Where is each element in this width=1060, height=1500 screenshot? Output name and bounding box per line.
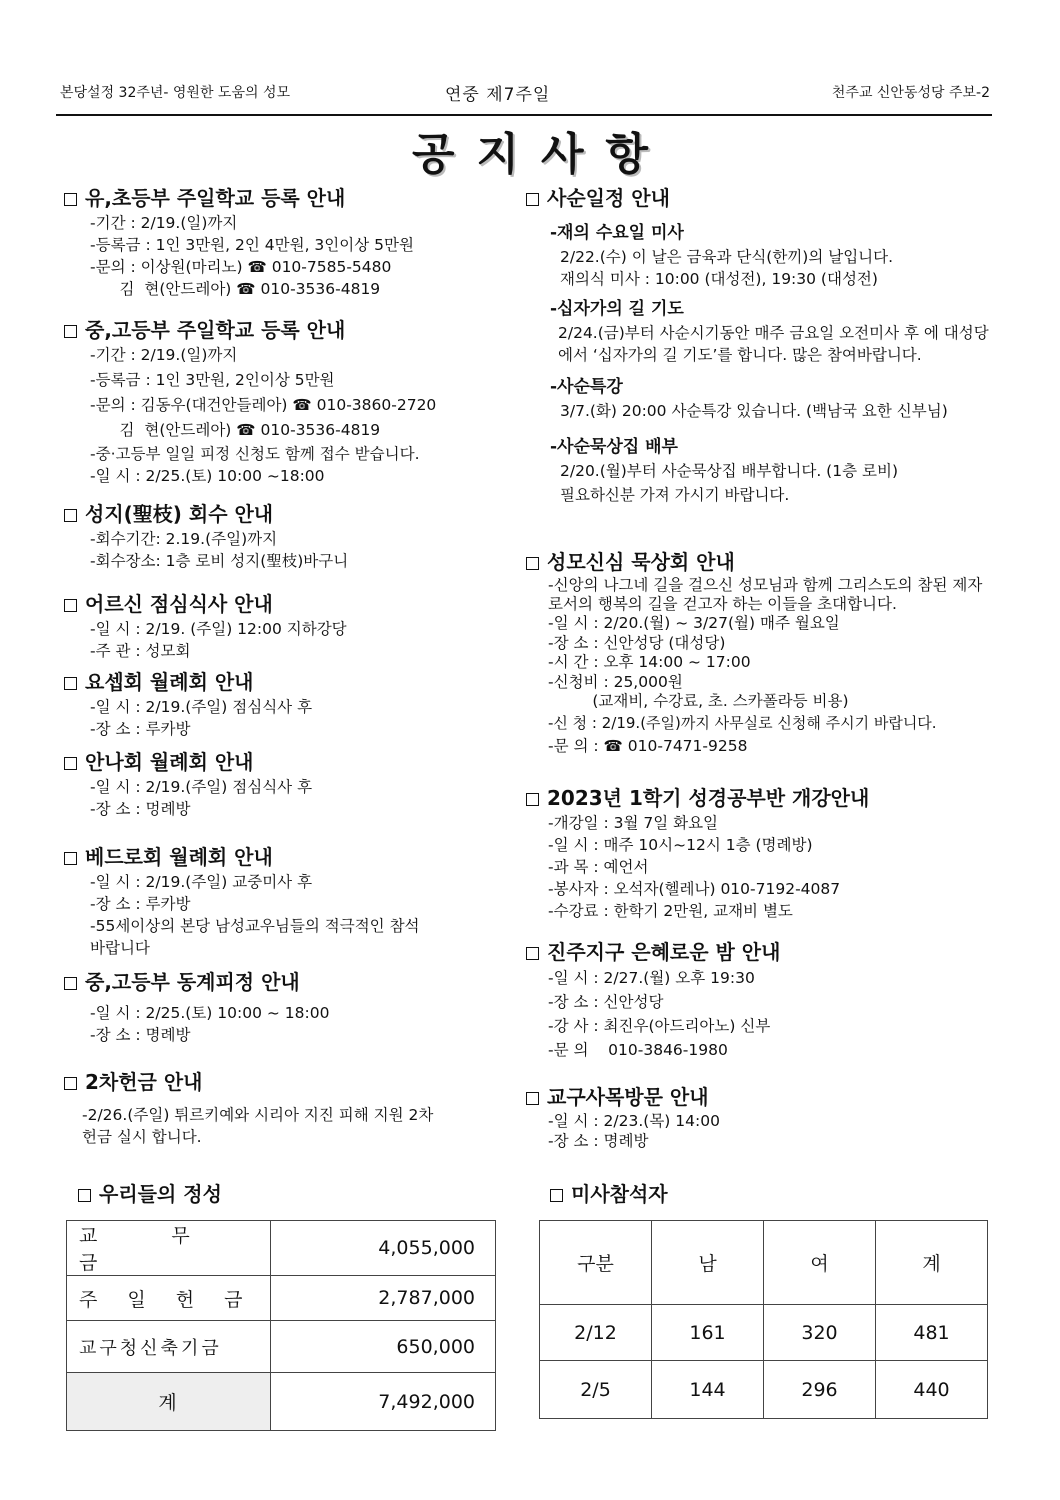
notice-line: -장 소 : 명례방 (548, 1132, 649, 1150)
sub-title: -사순특강 (550, 377, 623, 397)
notice-line: -수강료 : 한학기 2만원, 교재비 별도 (548, 902, 793, 920)
notice-line: -일 시 : 2/19.(주일) 점심식사 후 (90, 778, 313, 796)
checkbox-bullet-icon (64, 325, 77, 338)
notice-title: 유,초등부 주일학교 등록 안내 (85, 186, 346, 210)
sub-line: 2/24.(금)부터 사순시기동안 매주 금요일 오전미사 후 에 대성당에서 ‘십자가의 길 기도’를 합니다. 많은 참여바랍니다. (558, 324, 989, 364)
section-title: 우리들의 정성 (99, 1182, 222, 1206)
notice-line: -문 의 010-3846-1980 (548, 1041, 728, 1059)
notice-line: -일 시 : 2/20.(월) ~ 3/27(월) 매주 월요일 (548, 614, 840, 632)
sub-line: 3/7.(화) 20:00 사순특강 있습니다. (백남국 요한 신부님) (560, 402, 948, 420)
notice-anna-meeting (64, 748, 312, 820)
notice-title: 안나회 월례회 안내 (85, 750, 254, 774)
notice-line: -장 소 : 멍례방 (90, 800, 191, 818)
notice-line: -일 시 : 2/25.(토) 10:00 ~ 18:00 (90, 1004, 330, 1022)
row-amount: 4,055,000 (271, 1221, 496, 1276)
checkbox-bullet-icon (64, 1077, 77, 1090)
attendance-table (539, 1220, 988, 1419)
checkbox-bullet-icon (64, 509, 77, 522)
checkbox-bullet-icon (78, 1189, 91, 1202)
notice-title: 중,고등부 주일학교 등록 안내 (85, 318, 346, 342)
checkbox-bullet-icon (526, 557, 539, 570)
notice-line: -등록금 : 1인 3만원, 2인 4만원, 3인이상 5만원 (90, 236, 414, 254)
notice-line: -기간 : 2/19.(일)까지 (90, 214, 238, 232)
table-cell: 2/12 (540, 1305, 652, 1361)
table-header-row (540, 1221, 988, 1305)
checkbox-bullet-icon (550, 1189, 563, 1202)
row-amount: 650,000 (271, 1321, 496, 1373)
notice-title: 어르신 점심식사 안내 (85, 592, 273, 616)
header-right: 천주교 신안동성당 주보-2 (831, 85, 990, 101)
attendance-heading (550, 1180, 668, 1208)
notice-diocese-visit (526, 1083, 996, 1151)
notice-line: -신청비 : 25,000원 (548, 672, 683, 691)
notice-elementary-school (64, 184, 414, 300)
notice-title: 성모신심 묵상회 안내 (547, 550, 735, 574)
checkbox-bullet-icon (526, 793, 539, 806)
notice-line: 김 현(안드레아) ☎ 010-3536-4819 (90, 280, 381, 298)
table-row (67, 1321, 496, 1373)
header-center: 연중 제7주일 (445, 85, 551, 105)
notice-title: 교구사목방문 안내 (547, 1085, 709, 1109)
column-header: 구분 (540, 1221, 652, 1305)
sub-line: 2/22.(수) 이 날은 금육과 단식(한끼)의 날입니다. (560, 248, 894, 266)
notice-line: -일 시 : 2/19. (주일) 12:00 지하강당 (90, 620, 347, 638)
notice-line: 바랍니다 (90, 939, 150, 957)
notice-jinju-grace-night (526, 938, 996, 1062)
sub-line: 재의식 미사 : 10:00 (대성전), 19:30 (대성전) (560, 270, 878, 288)
notice-title: 요셉회 월례회 안내 (85, 670, 254, 694)
checkbox-bullet-icon (526, 193, 539, 206)
sub-line: 필요하신분 가져 가시기 바랍니다. (560, 486, 790, 504)
notice-winter-retreat (64, 968, 329, 1046)
notice-lent-schedule (526, 184, 996, 506)
notice-line: -개강일 : 3월 7일 화요일 (548, 814, 719, 832)
notice-line: 헌금 실시 합니다. (82, 1128, 202, 1146)
column-header: 남 (652, 1221, 764, 1305)
sub-title: -사순묵상집 배부 (550, 437, 678, 457)
notice-title: 베드로회 월례회 안내 (85, 845, 273, 869)
table-cell: 320 (764, 1305, 876, 1361)
table-row (540, 1305, 988, 1361)
checkbox-bullet-icon (64, 677, 77, 690)
row-label: 교 무 금 (67, 1221, 271, 1276)
notice-line: -일 시 : 2/25.(토) 10:00 ~18:00 (90, 467, 325, 485)
table-cell: 144 (652, 1361, 764, 1419)
notice-bible-study (526, 784, 996, 922)
notice-line: -장 소 : 루카방 (90, 895, 191, 913)
notice-line: -시 간 : 오후 14:00 ~ 17:00 (548, 653, 751, 671)
notice-line: -55세이상의 본당 남성교우님들의 적극적인 참석 (90, 917, 420, 935)
checkbox-bullet-icon (526, 1092, 539, 1105)
notice-line: -장 소 : 신안성당 (548, 993, 664, 1011)
table-row (540, 1361, 988, 1419)
offerings-heading (78, 1180, 222, 1208)
notice-title: 2차헌금 안내 (85, 1070, 203, 1094)
table-row (67, 1221, 496, 1276)
sub-title: -십자가의 길 기도 (550, 299, 684, 319)
row-amount: 7,492,000 (271, 1373, 496, 1431)
notice-line: -2/26.(주일) 튀르키예와 시리아 지진 피해 지원 2차 (82, 1106, 434, 1124)
sub-title: -재의 수요일 미사 (550, 223, 684, 243)
offerings-table (66, 1220, 496, 1431)
checkbox-bullet-icon (64, 852, 77, 865)
notice-line: -강 사 : 최진우(아드리아노) 신부 (548, 1017, 771, 1035)
notice-line: -문의 : 이상원(마리노) ☎ 010-7585-5480 (90, 258, 392, 276)
row-amount: 2,787,000 (271, 1276, 496, 1321)
notice-title: 사순일정 안내 (547, 186, 670, 210)
checkbox-bullet-icon (64, 599, 77, 612)
notice-line: -중‧고등부 일일 피정 신청도 함께 접수 받습니다. (90, 445, 420, 463)
header-divider (56, 114, 992, 116)
notice-line: (교재비, 수강료, 초. 스카폴라등 비용) (548, 692, 849, 710)
notice-line: -회수장소: 1층 로비 성지(聖枝)바구니 (90, 552, 349, 570)
notice-marian-devotion (526, 548, 996, 758)
header-left: 본당설정 32주년- 영원한 도움의 성모 (60, 85, 291, 101)
row-label: 계 (67, 1373, 271, 1431)
notice-title: 2023년 1학기 성경공부반 개강안내 (547, 786, 870, 810)
notice-second-collection (64, 1068, 433, 1148)
notice-title: 성지(聖枝) 회수 안내 (85, 502, 274, 526)
notice-line: -장 소 : 루카방 (90, 720, 191, 738)
checkbox-bullet-icon (526, 947, 539, 960)
column-header: 여 (764, 1221, 876, 1305)
table-cell: 161 (652, 1305, 764, 1361)
notice-line: -과 목 : 예언서 (548, 858, 649, 876)
bulletin-header (60, 80, 990, 108)
section-title: 미사참석자 (571, 1182, 668, 1206)
table-cell: 296 (764, 1361, 876, 1419)
table-cell: 2/5 (540, 1361, 652, 1419)
notice-line: -회수기간: 2.19.(주일)까지 (90, 530, 278, 548)
notice-middle-high-school (64, 316, 436, 487)
row-label: 교구청신축기금 (67, 1321, 271, 1373)
notice-line: -일 시 : 2/19.(주일) 교중미사 후 (90, 873, 313, 891)
table-row (67, 1276, 496, 1321)
notice-line: -신 청 : 2/19.(주일)까지 사무실로 신청해 주시기 바랍니다. (548, 713, 937, 732)
sub-line: 2/20.(월)부터 사순묵상집 배부합니다. (1층 로비) (560, 462, 898, 480)
notice-line: -장 소 : 명례방 (90, 1026, 191, 1044)
notice-palm-return (64, 500, 348, 572)
column-header: 계 (876, 1221, 988, 1305)
table-cell: 440 (876, 1361, 988, 1419)
notice-line: -봉사자 : 오석자(헬레나) 010-7192-4087 (548, 880, 841, 898)
checkbox-bullet-icon (64, 757, 77, 770)
notice-line: -문의 : 김동우(대건안들레아) ☎ 010-3860-2720 (90, 396, 437, 414)
notice-joseph-meeting (64, 668, 312, 740)
notice-title: 중,고등부 동계피정 안내 (85, 970, 300, 994)
notice-line: -장 소 : 신안성당 (대성당) (548, 633, 726, 652)
notice-line: -신앙의 나그네 길을 걸으신 성모님과 함께 그리스도의 참된 제자로서의 행복의 길을 걷고자 하는 이들을 초대합니다. (548, 576, 983, 613)
notice-line: -일 시 : 2/23.(목) 14:00 (548, 1112, 720, 1130)
table-row (67, 1373, 496, 1431)
notice-line: -기간 : 2/19.(일)까지 (90, 346, 238, 364)
notice-line: -문 의 : ☎ 010-7471-9258 (548, 736, 748, 755)
notice-peter-meeting (64, 843, 420, 959)
table-cell: 481 (876, 1305, 988, 1361)
notice-line: -일 시 : 2/19.(주일) 점심식사 후 (90, 698, 313, 716)
page-title: 공지사항 (411, 129, 670, 180)
row-label: 주 일 헌 금 (67, 1276, 271, 1321)
checkbox-bullet-icon (64, 977, 77, 990)
notice-line: -일 시 : 매주 10시~12시 1층 (명례방) (548, 836, 813, 854)
notice-line: -일 시 : 2/27.(월) 오후 19:30 (548, 969, 755, 987)
notice-title: 진주지구 은혜로운 밤 안내 (547, 940, 781, 964)
notice-senior-lunch (64, 590, 347, 662)
notice-line: -주 관 : 성모회 (90, 642, 191, 660)
checkbox-bullet-icon (64, 193, 77, 206)
notice-line: 김 현(안드레아) ☎ 010-3536-4819 (90, 421, 381, 439)
notice-line: -등록금 : 1인 3만원, 2인이상 5만원 (90, 371, 335, 389)
